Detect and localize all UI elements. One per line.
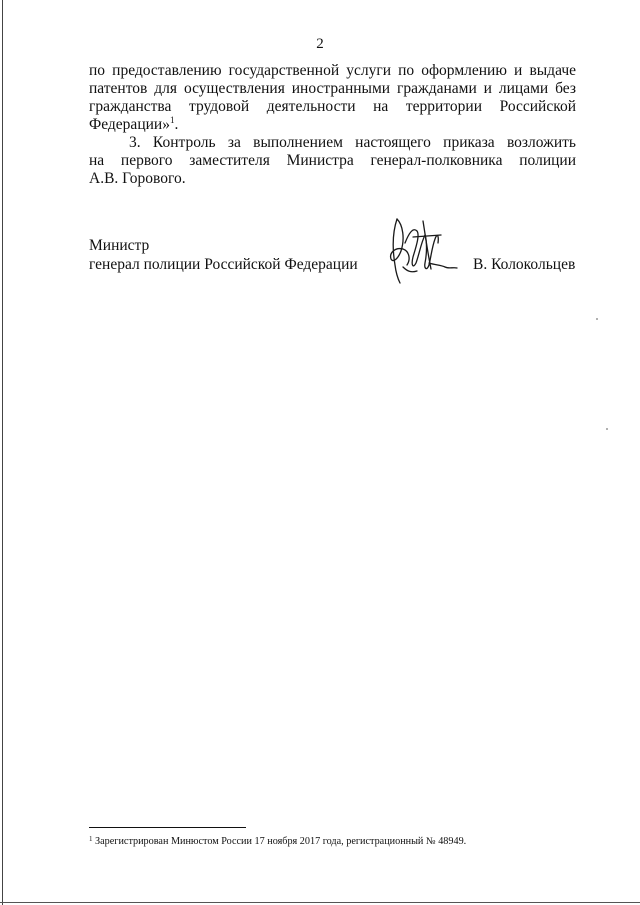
footnote	[89, 836, 466, 848]
scan-speck	[606, 428, 608, 430]
body-line-6: на первого заместителя Министра генерал-полковника полиции	[89, 152, 576, 169]
handwritten-signature	[383, 213, 473, 285]
signature-stroke	[403, 267, 417, 272]
footnote-text: Зарегистрирован Минюстом России 17 ноября 2017 года, регистрационный № 48949.	[95, 836, 467, 847]
body-line-4-text: Федерации»	[89, 116, 170, 133]
body-line-1: по предоставлению государственной услуги по оформлению и выдаче	[89, 62, 576, 79]
body-line-4: Федерации»$^1$.	[89, 115, 179, 133]
scan-speck	[596, 318, 598, 320]
footnote-separator	[89, 827, 246, 828]
body-line-3: гражданства трудовой деятельности на территории Российской	[89, 98, 576, 115]
body-line-7: А.В. Горового.	[89, 170, 186, 187]
page-edge-bottom	[0, 902, 640, 903]
body-line-2: патентов для осуществления иностранными гражданами и лицами без	[89, 80, 576, 97]
body-line-5: 3. Контроль за выполнением настоящего приказа возложить	[129, 134, 576, 151]
signatory-title-line-2: генерал полиции Российской Федерации	[89, 256, 358, 273]
footnote-reference: 1	[169, 115, 175, 125]
signatory-title-line-1: Министр	[89, 237, 150, 254]
signature-stroke	[429, 263, 457, 268]
signatory-name: В. Колокольцев	[473, 256, 576, 273]
page-edge-left	[2, 0, 3, 905]
document-body	[89, 62, 576, 188]
signature-stroke	[405, 230, 425, 266]
footnote-mark: 1	[89, 835, 93, 843]
signatory-title	[89, 236, 358, 274]
page-number: 2	[316, 36, 324, 52]
signature-stroke	[423, 221, 431, 269]
